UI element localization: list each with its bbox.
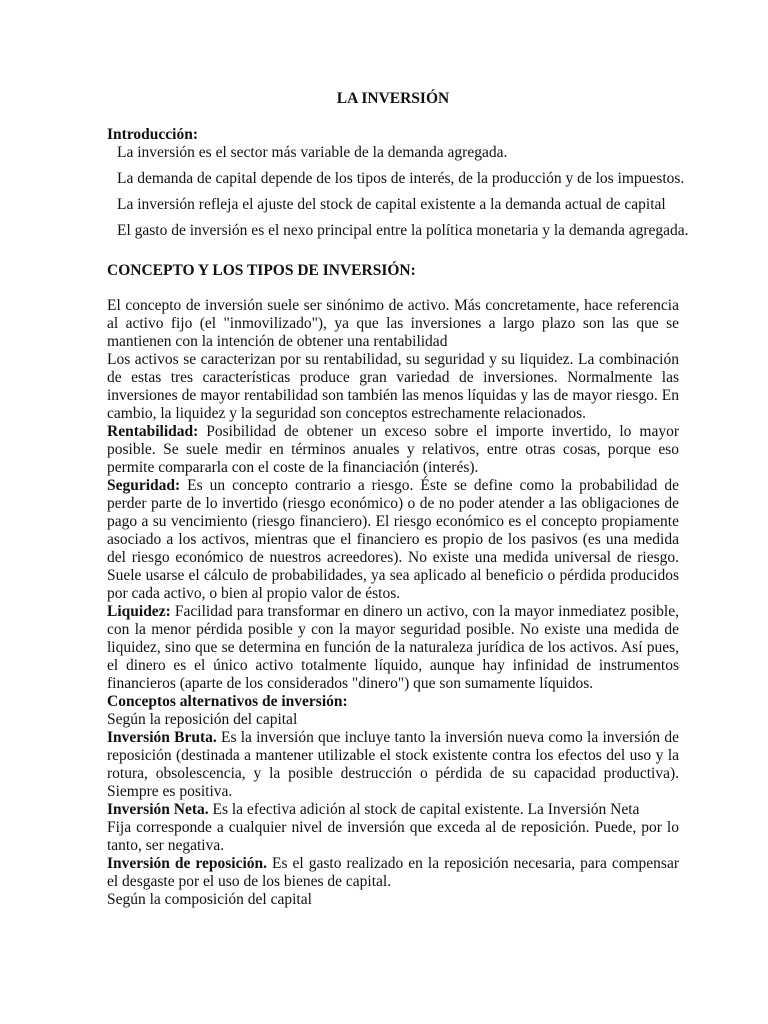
paragraph-conceptos-alternativos: [107, 693, 679, 711]
paragraph-segun-composicion: Según la composición del capital: [107, 891, 312, 908]
liquidez-text: Facilidad para transformar en dinero un activo, con la mayor inmediatez posible, con la menor pérdida posible y con la mayor seguridad posible. No existe una medida de liquidez, sino que se determina en función de la naturaleza jurídica de los activos. Así pues, el dinero es el único activo totalmente líquido, aunque hay infinidad de instrumentos financieros (aparte de los considerados "dinero") que son sumamente líquidos.: [107, 603, 679, 692]
intro-line: La demanda de capital depende de los tipos de interés, de la producción y de los impuestos.: [117, 170, 685, 187]
conceptos-label: Conceptos alternativos de inversión:: [107, 693, 348, 710]
paragraph-rentabilidad: [107, 423, 679, 477]
section-heading: CONCEPTO Y LOS TIPOS DE INVERSIÓN:: [107, 262, 416, 279]
paragraph-activos: Los activos se caracterizan por su rentabilidad, su seguridad y su liquidez. La combinación de estas tres características produce gran variedad de inversiones. Normalmente las inversiones de mayor rentabilidad son también las menos líquidas y las de mayor riesgo. En cambio, la liquidez y la seguridad son conceptos estrechamente relacionados.: [107, 351, 679, 422]
neta-text: Es la efectiva adición al stock de capital existente. La Inversión Neta: [208, 801, 640, 818]
body-text: [107, 297, 679, 909]
document-title: LA INVERSIÓN: [336, 90, 450, 107]
paragraph-seguridad: [107, 477, 679, 603]
paragraph-fija: Fija corresponde a cualquier nivel de inversión que exceda al de reposición. Puede, por lo tanto, ser negativa.: [107, 819, 679, 854]
intro-heading: Introducción:: [107, 126, 199, 143]
intro-line: La inversión refleja el ajuste del stock de capital existente a la demanda actual de capital: [117, 196, 666, 213]
paragraph-segun-reposicion: Según la reposición del capital: [107, 711, 298, 728]
intro-line: El gasto de inversión es el nexo principal entre la política monetaria y la demanda agregada.: [117, 222, 689, 239]
paragraph-inversion-reposicion: [107, 855, 679, 891]
bruta-label: Inversión Bruta.: [107, 729, 217, 746]
neta-label: Inversión Neta.: [107, 801, 209, 818]
reposicion-label: Inversión de reposición.: [107, 855, 268, 872]
document-page: [107, 88, 689, 909]
reposicion-text: Es el gasto realizado en la reposición necesaria, para compensar el desgaste por el uso de los bienes de capital.: [107, 855, 679, 890]
paragraph-concepto: El concepto de inversión suele ser sinónimo de activo. Más concretamente, hace referencia al activo fijo (el "inmovilizado"), ya que las inversiones a largo plazo son las que se mantienen con la intención de obtener una rentabilidad: [107, 297, 679, 350]
paragraph-inversion-bruta: [107, 729, 679, 801]
liquidez-label: Liquidez:: [107, 603, 171, 620]
seguridad-text: Es un concepto contrario a riesgo. Éste se define como la probabilidad de perder parte de lo invertido (riesgo económico) o de no poder atender a las obligaciones de pago a su vencimiento (riesgo financiero). El riesgo económico es el concepto propiamente asociado a los activos, mientras que el financiero es propio de los pasivos (es una medida del riesgo económico de nuestros acreedores). No existe una medida universal de riesgo. Suele usarse el cálculo de probabilidades, ya sea aplicado al beneficio o pérdida producidos por cada activo, o bien al propio valor de éstos.: [107, 477, 679, 602]
paragraph-liquidez: [107, 603, 679, 693]
seguridad-label: Seguridad:: [107, 477, 181, 494]
rentabilidad-label: Rentabilidad:: [107, 423, 199, 440]
bruta-text: Es la inversión que incluye tanto la inversión nueva como la inversión de reposición (destinada a mantener utilizable el stock existente contra los efectos del uso y la rotura, obsolescencia, y la posible destrucción o pérdida de su capacidad productiva). Siempre es positiva.: [107, 729, 679, 800]
rentabilidad-text: Posibilidad de obtener un exceso sobre el importe invertido, lo mayor posible. Se suele medir en términos anuales y relativos, entre otras cosas, porque eso permite compararla con el coste de la financiación (interés).: [107, 423, 679, 476]
paragraph-inversion-neta: [107, 801, 679, 819]
intro-line: La inversión es el sector más variable de la demanda agregada.: [117, 144, 508, 161]
